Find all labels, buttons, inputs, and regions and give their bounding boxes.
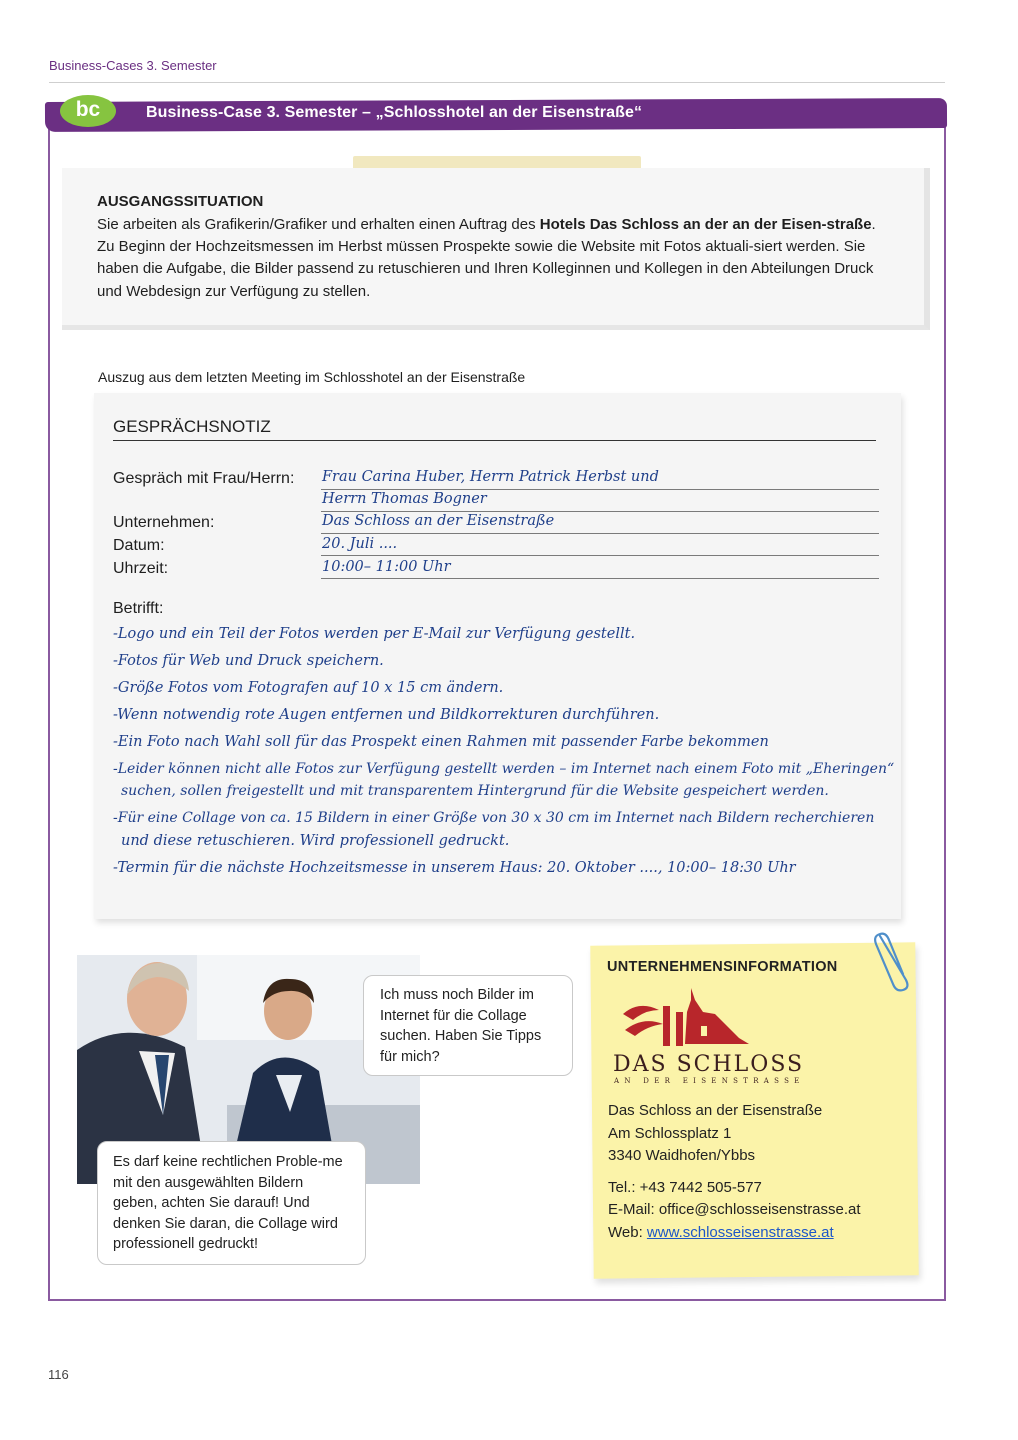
excerpt-label: Auszug aus dem letzten Meeting im Schlosshotel an der Eisenstraße xyxy=(98,369,526,385)
label-time: Uhrzeit: xyxy=(113,560,169,577)
company-city: 3340 Waidhofen/Ybbs xyxy=(608,1147,756,1164)
situation-heading: AUSGANGSSITUATION xyxy=(97,193,264,210)
note-item: -Fotos für Web und Druck speichern. xyxy=(113,653,384,669)
label-partner: Gespräch mit Frau/Herrn: xyxy=(113,470,295,487)
label-date: Datum: xyxy=(113,537,165,554)
note-title: GESPRÄCHSNOTIZ xyxy=(113,417,271,436)
fill-line xyxy=(321,511,879,512)
fill-line xyxy=(321,533,879,534)
company-info-title: UNTERNEHMENSINFORMATION xyxy=(607,959,838,975)
company-web xyxy=(608,1224,834,1241)
company-email: E-Mail: office@schlosseisenstrasse.at xyxy=(608,1201,861,1218)
note-item-continued: und diese retuschieren. Wird professionell gedruckt. xyxy=(121,833,510,849)
bc-badge: bc xyxy=(60,95,116,127)
speech-bubble-employee: Ich muss noch Bilder im Internet für die Collage suchen. Haben Sie Tipps für mich? xyxy=(363,975,573,1076)
company-name: Das Schloss an der Eisenstraße xyxy=(608,1102,823,1119)
logo-subline: AN DER EISENSTRASSE xyxy=(614,1077,805,1085)
situation-text xyxy=(97,214,897,303)
note-item: -Logo und ein Teil der Fotos werden per E-Mail zur Verfügung gestellt. xyxy=(113,626,636,642)
paperclip-icon xyxy=(872,928,916,992)
value-date: 20. Juli .... xyxy=(322,536,398,552)
note-item: -Termin für die nächste Hochzeitsmesse in unserem Haus: 20. Oktober ...., 10:00– 18:30 Uhr xyxy=(113,860,796,876)
value-partner-1: Frau Carina Huber, Herrn Patrick Herbst und xyxy=(322,469,659,485)
logo-wordmark: DAS SCHLOSS xyxy=(613,1052,805,1077)
fill-line xyxy=(321,555,879,556)
company-phone: Tel.: +43 7442 505-577 xyxy=(608,1179,762,1196)
speech-bubble-boss: Es darf keine rechtlichen Proble-me mit den ausgewählten Bildern geben, achten Sie darauf! Und denken Sie daran, die Collage wird professionell gedruckt! xyxy=(97,1141,366,1265)
note-item: -Für eine Collage von ca. 15 Bildern in einer Größe von 30 x 30 cm im Internet nach Bildern recherchieren xyxy=(113,810,875,826)
company-web-label: Web: xyxy=(608,1224,647,1241)
note-item-continued: suchen, sollen freigestellt und mit transparentem Hintergrund für die Website gespeichert werden. xyxy=(121,783,829,799)
banner-title: Business-Case 3. Semester – „Schlosshotel an der Eisenstraße“ xyxy=(146,104,643,121)
label-subject: Betrifft: xyxy=(113,600,164,617)
running-head: Business-Cases 3. Semester xyxy=(49,58,217,73)
header-divider xyxy=(49,82,945,83)
situation-text-bold: Hotels Das Schloss an der an der Eisen-straße xyxy=(539,216,872,233)
note-item: -Größe Fotos vom Fotografen auf 10 x 15 cm ändern. xyxy=(113,680,504,696)
label-company: Unternehmen: xyxy=(113,514,215,531)
company-street: Am Schlossplatz 1 xyxy=(608,1125,732,1142)
note-item: -Leider können nicht alle Fotos zur Verfügung gestellt werden – im Internet nach einem Foto mit „Eheringen“ xyxy=(113,761,895,777)
value-company: Das Schloss an der Eisenstraße xyxy=(322,513,555,529)
situation-text-post: . Zu Beginn der Hochzeitsmessen im Herbst müssen Prospekte sowie die Website mit Fotos aktuali-siert werden. Sie haben die Aufgabe, die Bilder passend zu retuschieren und Ihren Kolleginnen und Kollegen in den Abteilungen Druck und Webdesign zur Verfügung zu stellen. xyxy=(97,216,876,300)
note-item: -Wenn notwendig rote Augen entfernen und Bildkorrekturen durchführen. xyxy=(113,707,660,723)
note-item: -Ein Foto nach Wahl soll für das Prospekt einen Rahmen mit passender Farbe bekommen xyxy=(113,734,769,750)
page-number: 116 xyxy=(48,1367,69,1382)
fill-line xyxy=(321,578,879,579)
fill-line xyxy=(321,489,879,490)
value-time: 10:00– 11:00 Uhr xyxy=(322,559,451,575)
company-web-link[interactable]: www.schlosseisenstrasse.at xyxy=(646,1224,834,1241)
note-title-rule xyxy=(113,440,876,441)
value-partner-2: Herrn Thomas Bogner xyxy=(322,491,487,507)
situation-text-pre: Sie arbeiten als Grafikerin/Grafiker und erhalten einen Auftrag des xyxy=(97,216,540,233)
castle-logo-icon xyxy=(615,986,755,1048)
